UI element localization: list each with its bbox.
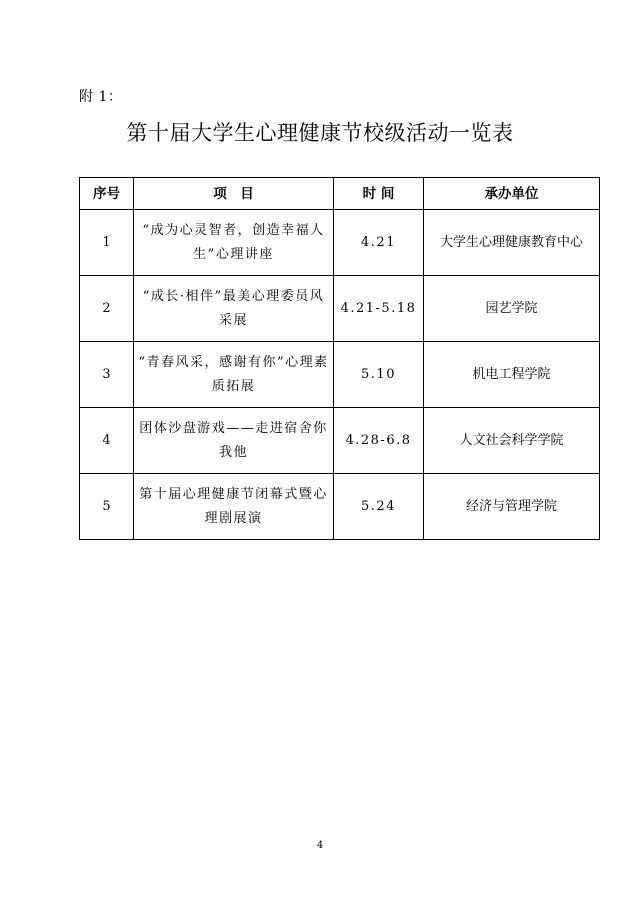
table-row: [80, 210, 600, 276]
cell-index: 4: [80, 408, 134, 474]
cell-time: 5.10: [334, 342, 424, 408]
cell-index: 5: [80, 474, 134, 540]
cell-index: 3: [80, 342, 134, 408]
cell-project: 团体沙盘游戏——走进宿舍你我他: [134, 408, 334, 474]
cell-project: 第十届心理健康节闭幕式暨心理剧展演: [134, 474, 334, 540]
cell-time: 5.24: [334, 474, 424, 540]
cell-organizer: 大学生心理健康教育中心: [424, 210, 600, 276]
cell-project: “成为心灵智者，创造幸福人生”心理讲座: [134, 210, 334, 276]
column-header-project: 项 目: [134, 178, 334, 210]
table-row: [80, 342, 600, 408]
table-header-row: [80, 178, 600, 210]
cell-project: “青春风采，感谢有你”心理素质拓展: [134, 342, 334, 408]
cell-organizer: 人文社会科学学院: [424, 408, 600, 474]
column-header-organizer: 承办单位: [424, 178, 600, 210]
cell-organizer: 机电工程学院: [424, 342, 600, 408]
column-header-index: 序号: [80, 178, 134, 210]
cell-organizer: 经济与管理学院: [424, 474, 600, 540]
cell-organizer: 园艺学院: [424, 276, 600, 342]
page-title: 第十届大学生心理健康节校级活动一览表: [126, 121, 514, 145]
table-row: [80, 408, 600, 474]
table-row: [80, 276, 600, 342]
page-number: 4: [316, 840, 324, 851]
cell-time: 4.28-6.8: [334, 408, 424, 474]
cell-time: 4.21: [334, 210, 424, 276]
cell-index: 2: [80, 276, 134, 342]
column-header-time: 时 间: [334, 178, 424, 210]
table-row: [80, 474, 600, 540]
attachment-label: 附 1：: [79, 89, 123, 105]
cell-index: 1: [80, 210, 134, 276]
cell-time: 4.21-5.18: [334, 276, 424, 342]
activity-table: [79, 177, 600, 540]
cell-project: “成长·相伴”最美心理委员风采展: [134, 276, 334, 342]
